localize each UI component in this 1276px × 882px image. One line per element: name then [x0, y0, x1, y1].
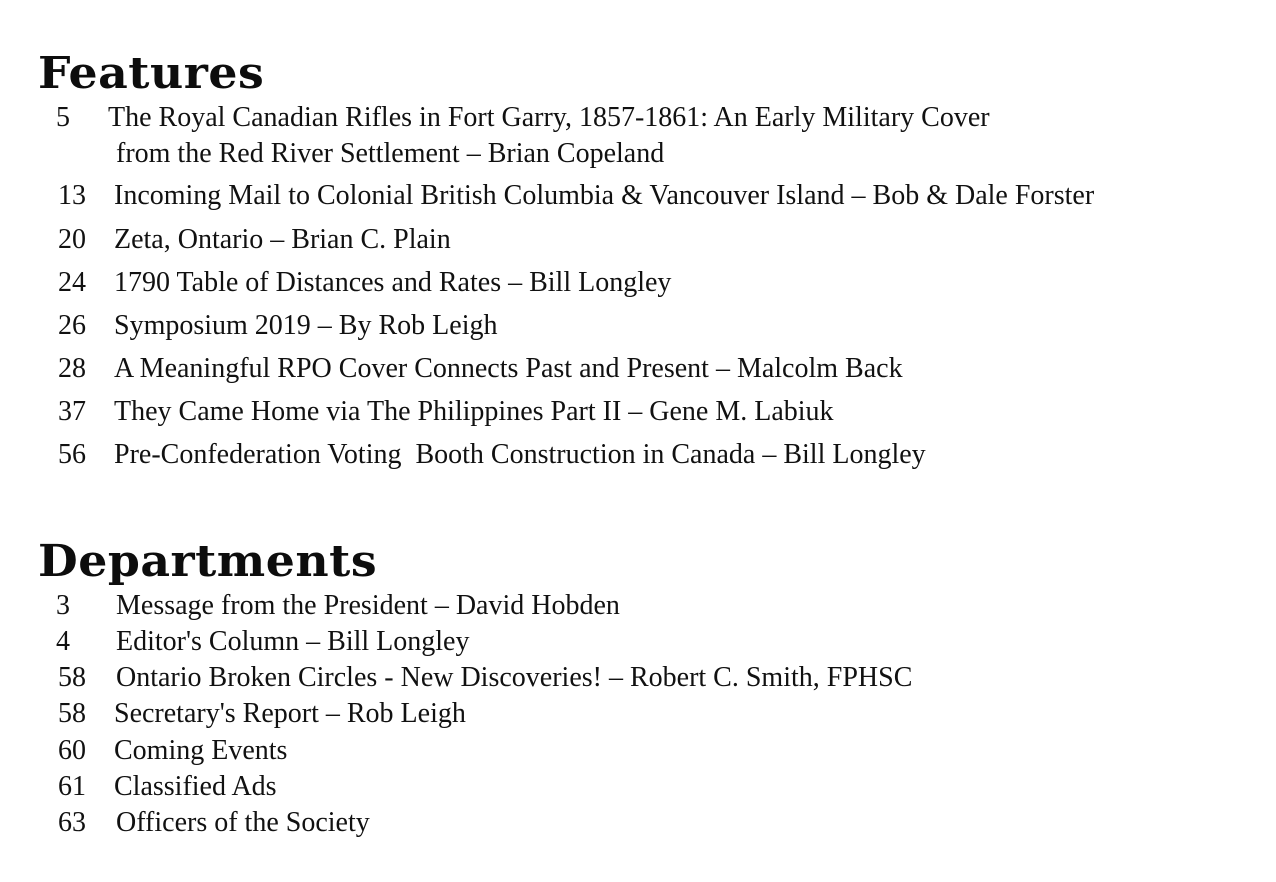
department-title: Ontario Broken Circles - New Discoveries! – Robert C. Smith, FPHSC [116, 662, 913, 693]
features-heading: Features [38, 48, 265, 99]
department-page-number: 3 [56, 590, 70, 621]
feature-title: Incoming Mail to Colonial British Columbia & Vancouver Island – Bob & Dale Forster [114, 180, 1095, 211]
department-title: Message from the President – David Hobden [116, 590, 620, 621]
feature-page-number: 24 [58, 267, 86, 298]
feature-page-number: 28 [58, 353, 86, 384]
department-page-number: 61 [58, 771, 86, 802]
department-title: Classified Ads [114, 771, 277, 802]
department-title: Coming Events [114, 735, 288, 766]
feature-page-number: 13 [58, 180, 86, 211]
feature-page-number: 56 [58, 439, 86, 470]
feature-title: The Royal Canadian Rifles in Fort Garry, 1857-1861: An Early Military Cover [108, 102, 990, 133]
feature-title: Zeta, Ontario – Brian C. Plain [114, 224, 451, 255]
feature-title: They Came Home via The Philippines Part II – Gene M. Labiuk [114, 396, 834, 427]
feature-title: 1790 Table of Distances and Rates – Bill Longley [114, 267, 672, 298]
feature-page-number: 37 [58, 396, 86, 427]
feature-title-continuation: from the Red River Settlement – Brian Copeland [116, 138, 665, 169]
departments-heading: Departments [38, 536, 378, 587]
department-page-number: 58 [58, 662, 86, 693]
feature-page-number: 5 [56, 102, 70, 133]
department-page-number: 4 [56, 626, 70, 657]
feature-page-number: 20 [58, 224, 86, 255]
department-page-number: 63 [58, 807, 86, 838]
department-page-number: 60 [58, 735, 86, 766]
feature-title: A Meaningful RPO Cover Connects Past and Present – Malcolm Back [114, 353, 903, 384]
feature-page-number: 26 [58, 310, 86, 341]
feature-title: Pre-Confederation Voting Booth Construction in Canada – Bill Longley [114, 439, 926, 470]
department-title: Secretary's Report – Rob Leigh [114, 698, 466, 729]
department-title: Editor's Column – Bill Longley [116, 626, 470, 657]
feature-title: Symposium 2019 – By Rob Leigh [114, 310, 498, 341]
department-title: Officers of the Society [116, 807, 370, 838]
department-page-number: 58 [58, 698, 86, 729]
